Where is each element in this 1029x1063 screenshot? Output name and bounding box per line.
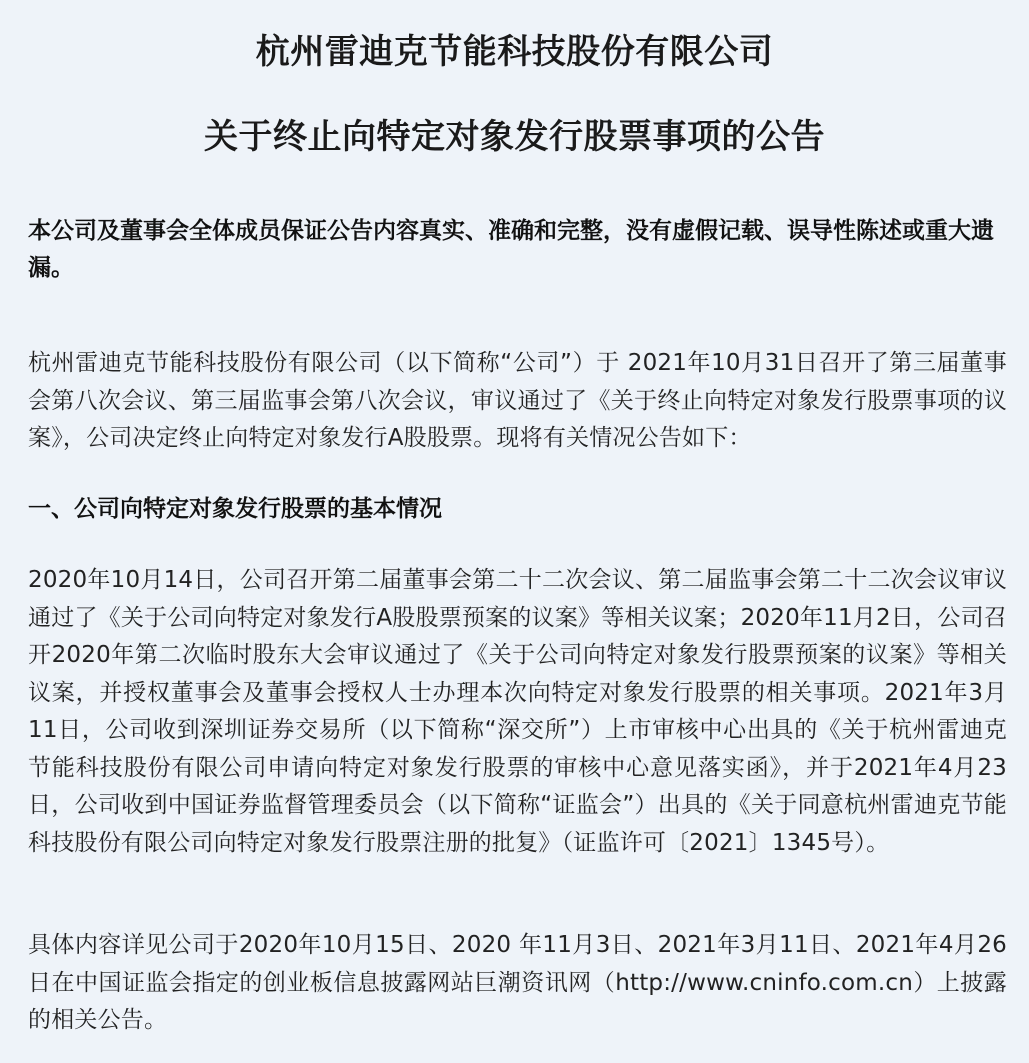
section-heading-1: 一、公司向特定对象发行股票的基本情况: [28, 496, 442, 522]
company-title: 杭州雷迪克节能科技股份有限公司: [255, 32, 774, 72]
section-1-paragraph-2: 具体内容详见公司于2020年10月15日、2020 年11月3日、2021年3月11日、2021年4月26日在中国证监会指定的创业板信息披露网站巨潮资讯网（http://www.cninfo.com.cn）上披露的相关公告。: [28, 932, 1007, 1033]
board-statement: 本公司及董事会全体成员保证公告内容真实、准确和完整，没有虚假记载、误导性陈述或重大遗漏。: [28, 218, 994, 281]
announcement-title: 关于终止向特定对象发行股票事项的公告: [204, 117, 825, 157]
intro-paragraph: 杭州雷迪克节能科技股份有限公司（以下简称“公司”）于 2021年10月31日召开了第三届董事会第八次会议、第三届监事会第八次会议，审议通过了《关于终止向特定对象发行股票事项的议案》，公司决定终止向特定对象发行A股股票。现将有关情况公告如下：: [28, 350, 1007, 451]
section-1-paragraph-1: 2020年10月14日，公司召开第二届董事会第二十二次会议、第二届监事会第二十二次会议审议通过了《关于公司向特定对象发行A股股票预案的议案》等相关议案；2020年11月2日，公司召开2020年第二次临时股东大会审议通过了《关于公司向特定对象发行股票预案的议案》等相关议案，并授权董事会及董事会授权人士办理本次向特定对象发行股票的相关事项。2021年3月11日，公司收到深圳证券交易所（以下简称“深交所”）上市审核中心出具的《关于杭州雷迪克节能科技股份有限公司申请向特定对象发行股票的审核中心意见落实函》，并于2021年4月23日，公司收到中国证券监督管理委员会（以下简称“证监会”）出具的《关于同意杭州雷迪克节能科技股份有限公司向特定对象发行股票注册的批复》（证监许可〔2021〕1345号）。: [28, 567, 1007, 856]
